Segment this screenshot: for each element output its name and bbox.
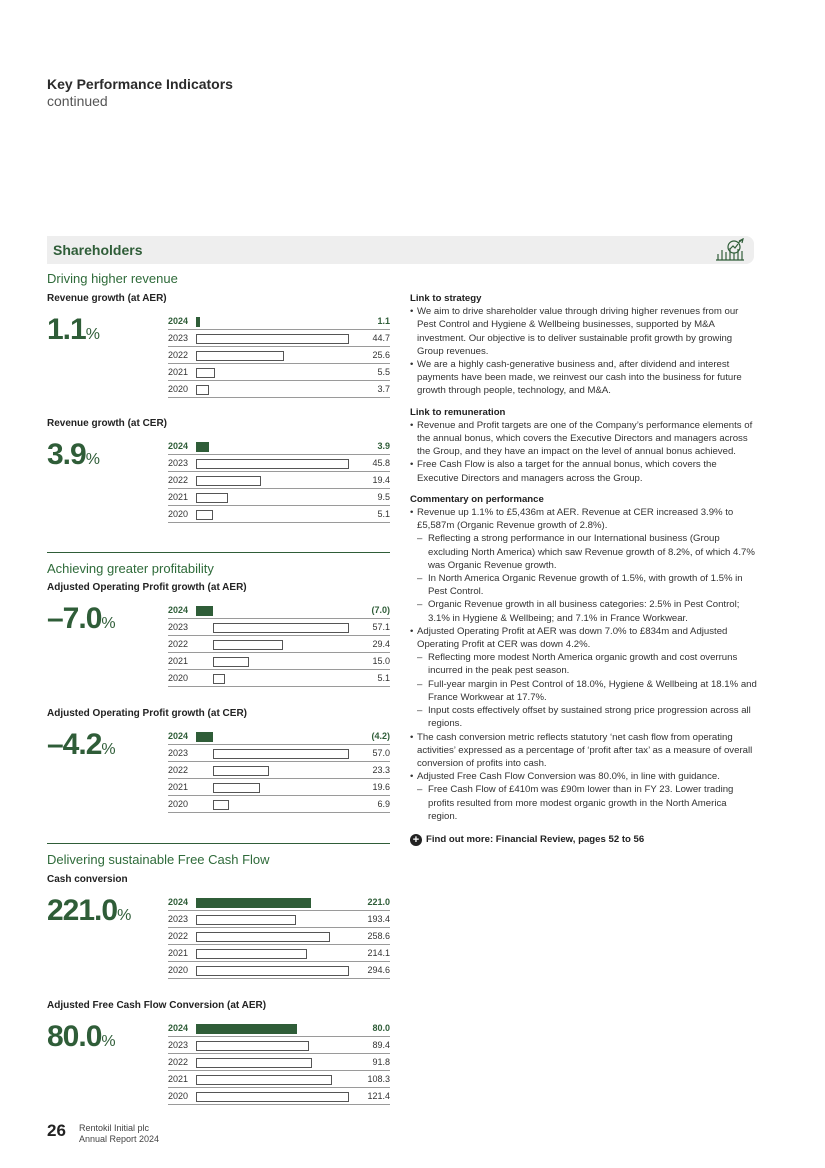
value-label: 1.1 (377, 316, 390, 326)
year-label: 2020 (168, 1091, 189, 1101)
bar (213, 766, 269, 776)
bar (213, 783, 260, 793)
kpi-title: Cash conversion (47, 874, 128, 885)
section-band (47, 236, 754, 264)
value-label: 9.5 (377, 492, 390, 502)
commentary-heading: Commentary on performance (410, 493, 544, 505)
kpi-headline: 3.9% (47, 438, 100, 471)
kpi-row (168, 962, 390, 979)
kpi-headline: –7.0% (47, 602, 116, 635)
value-label: 5.5 (377, 367, 390, 377)
kpi-row (168, 653, 390, 670)
kpi-title: Adjusted Operating Profit growth (at CER) (47, 708, 247, 719)
value-label: 25.6 (372, 350, 390, 360)
bar (196, 1041, 309, 1051)
strategy-heading: Link to strategy (410, 293, 482, 304)
kpi-row (168, 636, 390, 653)
value-label: 258.6 (367, 931, 390, 941)
kpi-row (168, 438, 390, 455)
value-label: 57.1 (372, 622, 390, 632)
year-label: 2023 (168, 1040, 189, 1050)
divider (47, 843, 390, 844)
value-label: 89.4 (372, 1040, 390, 1050)
kpi-row (168, 928, 390, 945)
kpi-row (168, 455, 390, 472)
year-label: 2021 (168, 782, 189, 792)
kpi-row (168, 1071, 390, 1088)
commentary-subpoint: – Reflecting a strong performance in our International business (Group excluding North America) which saw Revenue growth of 8.2%, of which 4.7% was Organic Revenue growth. (410, 532, 758, 572)
kpi-row (168, 1054, 390, 1071)
kpi-row (168, 1020, 390, 1037)
year-label: 2022 (168, 765, 189, 775)
kpi-row (168, 745, 390, 762)
group-heading-cash-flow: Delivering sustainable Free Cash Flow (47, 852, 270, 867)
kpi-row (168, 670, 390, 687)
value-label: 80.0 (372, 1023, 390, 1033)
year-label: 2022 (168, 931, 189, 941)
commentary-subpoint: – Organic Revenue growth in all business categories: 2.5% in Pest Control; 3.1% in Hygiene & Wellbeing; and 7.1% in France Workwear. (410, 598, 758, 624)
find-out-more-link[interactable] (410, 833, 758, 846)
value-label: 108.3 (367, 1074, 390, 1084)
kpi-row (168, 796, 390, 813)
value-label: 121.4 (367, 1091, 390, 1101)
kpi-row (168, 945, 390, 962)
remuneration-bullet: • Free Cash Flow is also a target for the annual bonus, which covers the Executive Directors and managers across the Group. (410, 458, 758, 484)
bar (196, 1058, 312, 1068)
value-label: 19.4 (372, 475, 390, 485)
kpi-row (168, 602, 390, 619)
kpi-row (168, 728, 390, 745)
bar (196, 1024, 297, 1034)
plus-circle-icon: + (410, 834, 422, 846)
year-label: 2023 (168, 622, 189, 632)
year-label: 2020 (168, 509, 189, 519)
kpi-row (168, 619, 390, 636)
kpi-row (168, 489, 390, 506)
year-label: 2021 (168, 1074, 189, 1084)
section-title: Shareholders (53, 242, 143, 258)
kpi-row (168, 472, 390, 489)
kpi-row (168, 779, 390, 796)
kpi-bar-table (168, 728, 390, 813)
kpi-title: Revenue growth (at AER) (47, 293, 167, 304)
value-label: 5.1 (377, 509, 390, 519)
bar (196, 915, 296, 925)
year-label: 2024 (168, 731, 189, 741)
bar (196, 351, 284, 361)
bar (196, 510, 213, 520)
page-title: Key Performance Indicators (47, 76, 233, 92)
kpi-title: Revenue growth (at CER) (47, 418, 168, 429)
company-name: Rentokil Initial plc (79, 1123, 150, 1133)
value-label: 29.4 (372, 639, 390, 649)
kpi-row (168, 330, 390, 347)
year-label: 2023 (168, 333, 189, 343)
kpi-bar-table (168, 1020, 390, 1105)
bar (196, 898, 311, 908)
bar (196, 732, 213, 742)
kpi-row (168, 347, 390, 364)
bar (196, 317, 200, 327)
value-label: 221.0 (367, 897, 390, 907)
bar (196, 1092, 349, 1102)
commentary-subpoint: – Reflecting more modest North America organic growth and cost overruns incurred in the peak pest season. (410, 651, 758, 677)
kpi-headline: 221.0% (47, 894, 132, 927)
kpi-bar-table (168, 894, 390, 979)
commentary-subpoint: – In North America Organic Revenue growth of 1.5%, with growth of 1.5% in Pest Control. (410, 572, 758, 598)
remuneration-heading: Link to remuneration (410, 406, 506, 418)
bar (213, 749, 349, 759)
year-label: 2022 (168, 639, 189, 649)
kpi-title: Adjusted Free Cash Flow Conversion (at AER) (47, 1000, 267, 1011)
bar (213, 657, 249, 667)
bar (196, 368, 215, 378)
kpi-bar-table (168, 313, 390, 398)
year-label: 2021 (168, 656, 189, 666)
year-label: 2024 (168, 605, 189, 615)
kpi-row (168, 313, 390, 330)
remuneration-bullet: • Revenue and Profit targets are one of the Company’s performance elements of the annual bonus, which covers the Executive Directors and managers across the Group, and they have an impact on the level of annual bonus achieved. (410, 419, 758, 459)
value-label: 23.3 (372, 765, 390, 775)
year-label: 2021 (168, 367, 189, 377)
kpi-free-cash-flow-conversion (47, 1000, 390, 1101)
value-label: (7.0) (371, 605, 390, 615)
bar (196, 459, 349, 469)
group-heading-revenue: Driving higher revenue (47, 271, 178, 286)
bar (213, 640, 283, 650)
kpi-operating-profit-aer (47, 582, 390, 683)
kpi-headline: –4.2% (47, 728, 116, 761)
kpi-bar-table (168, 438, 390, 523)
kpi-row (168, 894, 390, 911)
value-label: 3.9 (377, 441, 390, 451)
bar (196, 966, 349, 976)
bar (213, 800, 229, 810)
commentary-subpoint: – Full-year margin in Pest Control of 18.0%, Hygiene & Wellbeing at 18.1% and France Workwear at 17.7%. (410, 678, 758, 704)
year-label: 2024 (168, 441, 189, 451)
kpi-row (168, 506, 390, 523)
value-label: 44.7 (372, 333, 390, 343)
kpi-row (168, 364, 390, 381)
kpi-headline: 1.1% (47, 313, 100, 346)
value-label: 45.8 (372, 458, 390, 468)
value-label: 214.1 (367, 948, 390, 958)
year-label: 2020 (168, 799, 189, 809)
year-label: 2020 (168, 384, 189, 394)
value-label: 15.0 (372, 656, 390, 666)
bar (196, 606, 213, 616)
group-heading-profitability: Achieving greater profitability (47, 561, 214, 576)
page-subtitle: continued (47, 93, 108, 109)
kpi-operating-profit-cer (47, 708, 390, 809)
value-label: 3.7 (377, 384, 390, 394)
kpi-row (168, 762, 390, 779)
kpi-revenue-growth-cer (47, 418, 390, 519)
bar (196, 442, 209, 452)
kpi-row (168, 1088, 390, 1105)
commentary-column (410, 292, 758, 846)
commentary-bullet: • Adjusted Operating Profit at AER was down 7.0% to £834m and Adjusted Operating Profit at CER was down 4.2%. (410, 625, 758, 651)
commentary-subpoint: – Free Cash Flow of £410m was £90m lower than in FY 23. Lower trading profits resulted from more modest organic growth in the North America region. (410, 783, 758, 823)
kpi-row (168, 911, 390, 928)
bar (196, 949, 307, 959)
value-label: 6.9 (377, 799, 390, 809)
kpi-row (168, 1037, 390, 1054)
year-label: 2023 (168, 748, 189, 758)
year-label: 2022 (168, 350, 189, 360)
kpi-headline: 80.0% (47, 1020, 116, 1053)
year-label: 2021 (168, 948, 189, 958)
year-label: 2020 (168, 965, 189, 975)
strategy-bullet: • We are a highly cash-generative business and, after dividend and interest payments have been made, we reinvest our cash into the business for future growth through people, technology, and M&A. (410, 358, 758, 398)
year-label: 2023 (168, 914, 189, 924)
commentary-bullet: • The cash conversion metric reflects statutory ‘net cash flow from operating activities’ expressed as a percentage of ‘profit after tax’ as a measure of overall conversion of profits into cash. (410, 731, 758, 771)
year-label: 2021 (168, 492, 189, 502)
bar (196, 493, 228, 503)
bar (213, 623, 349, 633)
bar (196, 476, 261, 486)
divider (47, 552, 390, 553)
kpi-title: Adjusted Operating Profit growth (at AER) (47, 582, 247, 593)
commentary-bullet: • Revenue up 1.1% to £5,436m at AER. Revenue at CER increased 3.9% to £5,587m (Organic Revenue growth of 2.8%). (410, 506, 758, 532)
year-label: 2024 (168, 897, 189, 907)
value-label: (4.2) (371, 731, 390, 741)
bar (213, 674, 225, 684)
report-name: Annual Report 2024 (79, 1134, 160, 1144)
year-label: 2020 (168, 673, 189, 683)
find-out-more-text: Find out more: Financial Review, pages 52 to 56 (426, 833, 645, 845)
value-label: 294.6 (367, 965, 390, 975)
kpi-revenue-growth-aer (47, 293, 390, 394)
kpi-cash-conversion (47, 874, 390, 975)
commentary-subpoint: – Input costs effectively offset by sustained strong price progression across all regions. (410, 704, 758, 730)
footer-company (79, 1123, 159, 1145)
value-label: 19.6 (372, 782, 390, 792)
bar (196, 1075, 332, 1085)
year-label: 2023 (168, 458, 189, 468)
bar (196, 385, 209, 395)
bar (196, 334, 349, 344)
year-label: 2024 (168, 316, 189, 326)
growth-chart-icon (714, 238, 746, 262)
year-label: 2022 (168, 1057, 189, 1067)
commentary-bullet: • Adjusted Free Cash Flow Conversion was 80.0%, in line with guidance. (410, 770, 758, 783)
value-label: 193.4 (367, 914, 390, 924)
value-label: 5.1 (377, 673, 390, 683)
year-label: 2024 (168, 1023, 189, 1033)
strategy-bullet: • We aim to drive shareholder value through driving higher revenues from our Pest Control and Hygiene & Wellbeing businesses, supported by M&A investment. Our objective is to deliver sustainable profit growth by growing Group revenues. (410, 305, 758, 358)
value-label: 57.0 (372, 748, 390, 758)
kpi-bar-table (168, 602, 390, 687)
value-label: 91.8 (372, 1057, 390, 1067)
bar (196, 932, 330, 942)
year-label: 2022 (168, 475, 189, 485)
page-number: 26 (47, 1121, 66, 1140)
kpi-row (168, 381, 390, 398)
